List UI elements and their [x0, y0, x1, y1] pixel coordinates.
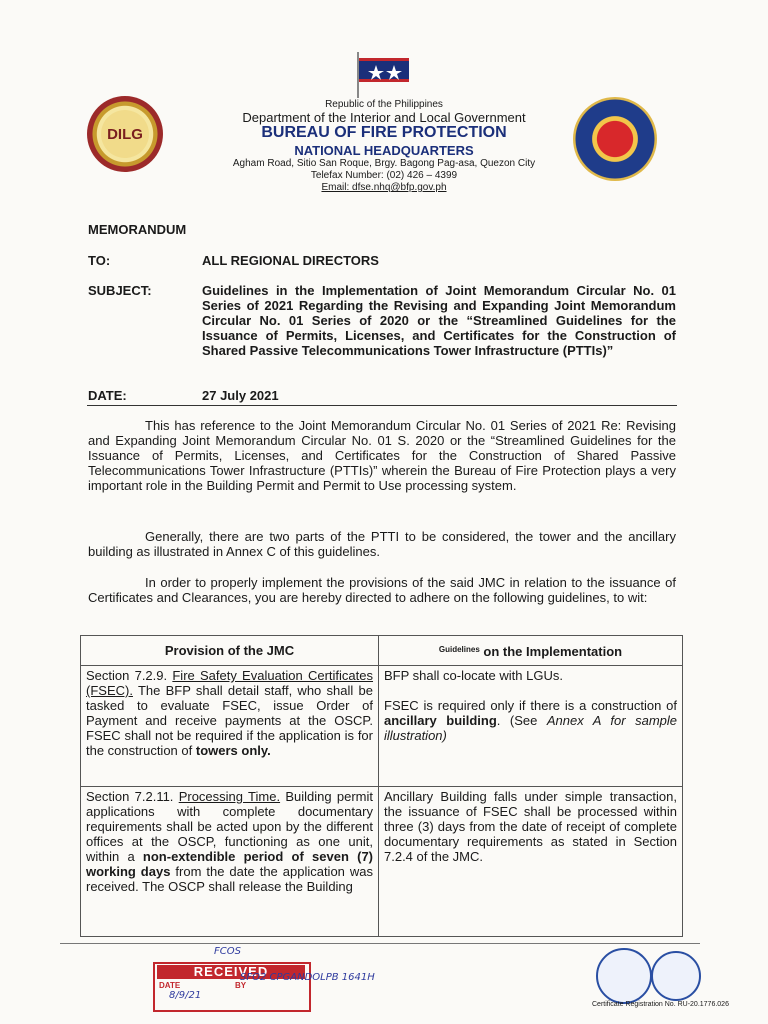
handwritten-signature: SFO2 CPGANDOLPB 1641H: [240, 972, 375, 983]
guideline-text: BFP shall co-locate with LGUs.: [384, 668, 563, 683]
telefax-line: Telefax Number: (02) 426 – 4399: [310, 170, 458, 181]
section-title: Fire Safety Evaluation Certificates (FSEC).: [86, 668, 374, 698]
received-stamp: [153, 962, 311, 1012]
col-header-provision: Provision of the JMC: [81, 636, 379, 666]
certificate-registration: Certificate Registration No. RU-20.1776.026: [592, 1001, 729, 1008]
guideline-cell: [379, 666, 683, 787]
guidelines-table: [80, 635, 683, 937]
hq-title: NATIONAL HEADQUARTERS: [294, 143, 474, 158]
handwritten-date: 8/9/21: [169, 990, 202, 1001]
guideline-text: FSEC is required only if there is a construction of: [384, 698, 677, 713]
department-line: Department of the Interior and Local Government: [242, 110, 526, 125]
provision-cell: [81, 787, 379, 937]
section-number: Section 7.2.9.: [86, 668, 168, 683]
col-header-main: on the Implementation: [483, 644, 623, 659]
flag-icon: [350, 50, 412, 98]
body-paragraph-2: Generally, there are two parts of the PTTI to be considered, the tower and the ancillary building as illustrated in Annex C of this guidelines.: [88, 529, 676, 559]
table-row: [81, 666, 683, 787]
section-text: Building permit applications with complete documentary requirements shall be acted upon by the different offices at the OSCP, functioning as one unit, within a: [86, 789, 373, 864]
footer-divider: [60, 943, 700, 944]
section-number: Section 7.2.11.: [86, 789, 174, 804]
handwritten-note: FCOS: [214, 946, 241, 957]
republic-line: Republic of the Philippines: [325, 99, 443, 110]
iso-cert-icon: [651, 951, 701, 1001]
received-stamp-title: RECEIVED: [157, 965, 305, 979]
col-header-small: Guidelines: [438, 645, 480, 654]
table-header-row: [81, 636, 683, 666]
stamp-by-label: BY: [235, 981, 247, 990]
guideline-italic-text: Annex A for sample illustration): [384, 713, 677, 743]
memo-type: MEMORANDUM: [88, 222, 187, 237]
provision-cell: [81, 666, 379, 787]
col-header-guidelines: [379, 636, 683, 666]
iqnet-cert-icon: [596, 948, 652, 1004]
address-line: Agham Road, Sitio San Roque, Brgy. Bagong Pag-asa, Quezon City: [232, 158, 536, 169]
section-text: The BFP shall detail staff, who shall be tasked to evaluate FSEC, issue Order of Payment and receive payments at the OSCP. FSEC shall not be required if the application is for the construction of: [86, 683, 373, 758]
guideline-cell: Ancillary Building falls under simple transaction, the issuance of FSEC shall be processed within three (3) days from the date of receipt of complete documentary requirements as stated in Section 7.2.4 of the JMC.: [379, 787, 683, 937]
section-title: Processing Time.: [178, 789, 281, 804]
to-label: TO:: [88, 253, 111, 268]
section-bold-text: towers only.: [195, 743, 271, 758]
table-row: [81, 787, 683, 937]
guideline-bold-text: ancillary building: [384, 713, 497, 728]
stamp-date-label: DATE: [159, 981, 181, 990]
section-bold-text: non-extendible period of seven (7) working days: [86, 849, 373, 879]
email-link[interactable]: Email: dfse.nhq@bfp.gov.ph: [321, 182, 447, 193]
date-value: 27 July 2021: [202, 388, 279, 403]
dilg-logo-text: DILG: [101, 110, 149, 158]
section-text: from the date the application was received. The OSCP shall release the Building: [86, 864, 373, 894]
subject-value: Guidelines in the Implementation of Joint Memorandum Circular No. 01 Series of 2021 Regarding the Revising and Expanding Joint Memorandum Circular No. 01 Series of 2020 or the “Streamlined Guidelines for the Issuance of Permits, Licenses, and Certificates for the Construction of Shared Passive Telecommunications Tower Infrastructure (PTTIs)”: [202, 283, 676, 358]
guideline-text: . (See: [496, 713, 538, 728]
subject-label: SUBJECT:: [88, 283, 152, 298]
to-value: ALL REGIONAL DIRECTORS: [202, 253, 379, 268]
date-label: DATE:: [88, 388, 127, 403]
body-paragraph-3: In order to properly implement the provisions of the said JMC in relation to the issuance of Certificates and Clearances, you are hereby directed to adhere on the following guidelines, to wit:: [88, 575, 676, 605]
body-paragraph-1: This has reference to the Joint Memorandum Circular No. 01 Series of 2021 Re: Revising and Expanding Joint Memorandum Circular No. 01 S. 2020 or the “Streamlined Guidelines for the Issuance of Permits, Licenses, and Certificates for the Construction of Shared Passive Telecommunications Tower Infrastructure (PTTIs)” wherein the Bureau of Fire Protection plays a very important role in the Building Permit and Permit to Use processing system.: [88, 418, 676, 493]
bureau-title: BUREAU OF FIRE PROTECTION: [261, 124, 507, 141]
divider: [87, 405, 677, 406]
